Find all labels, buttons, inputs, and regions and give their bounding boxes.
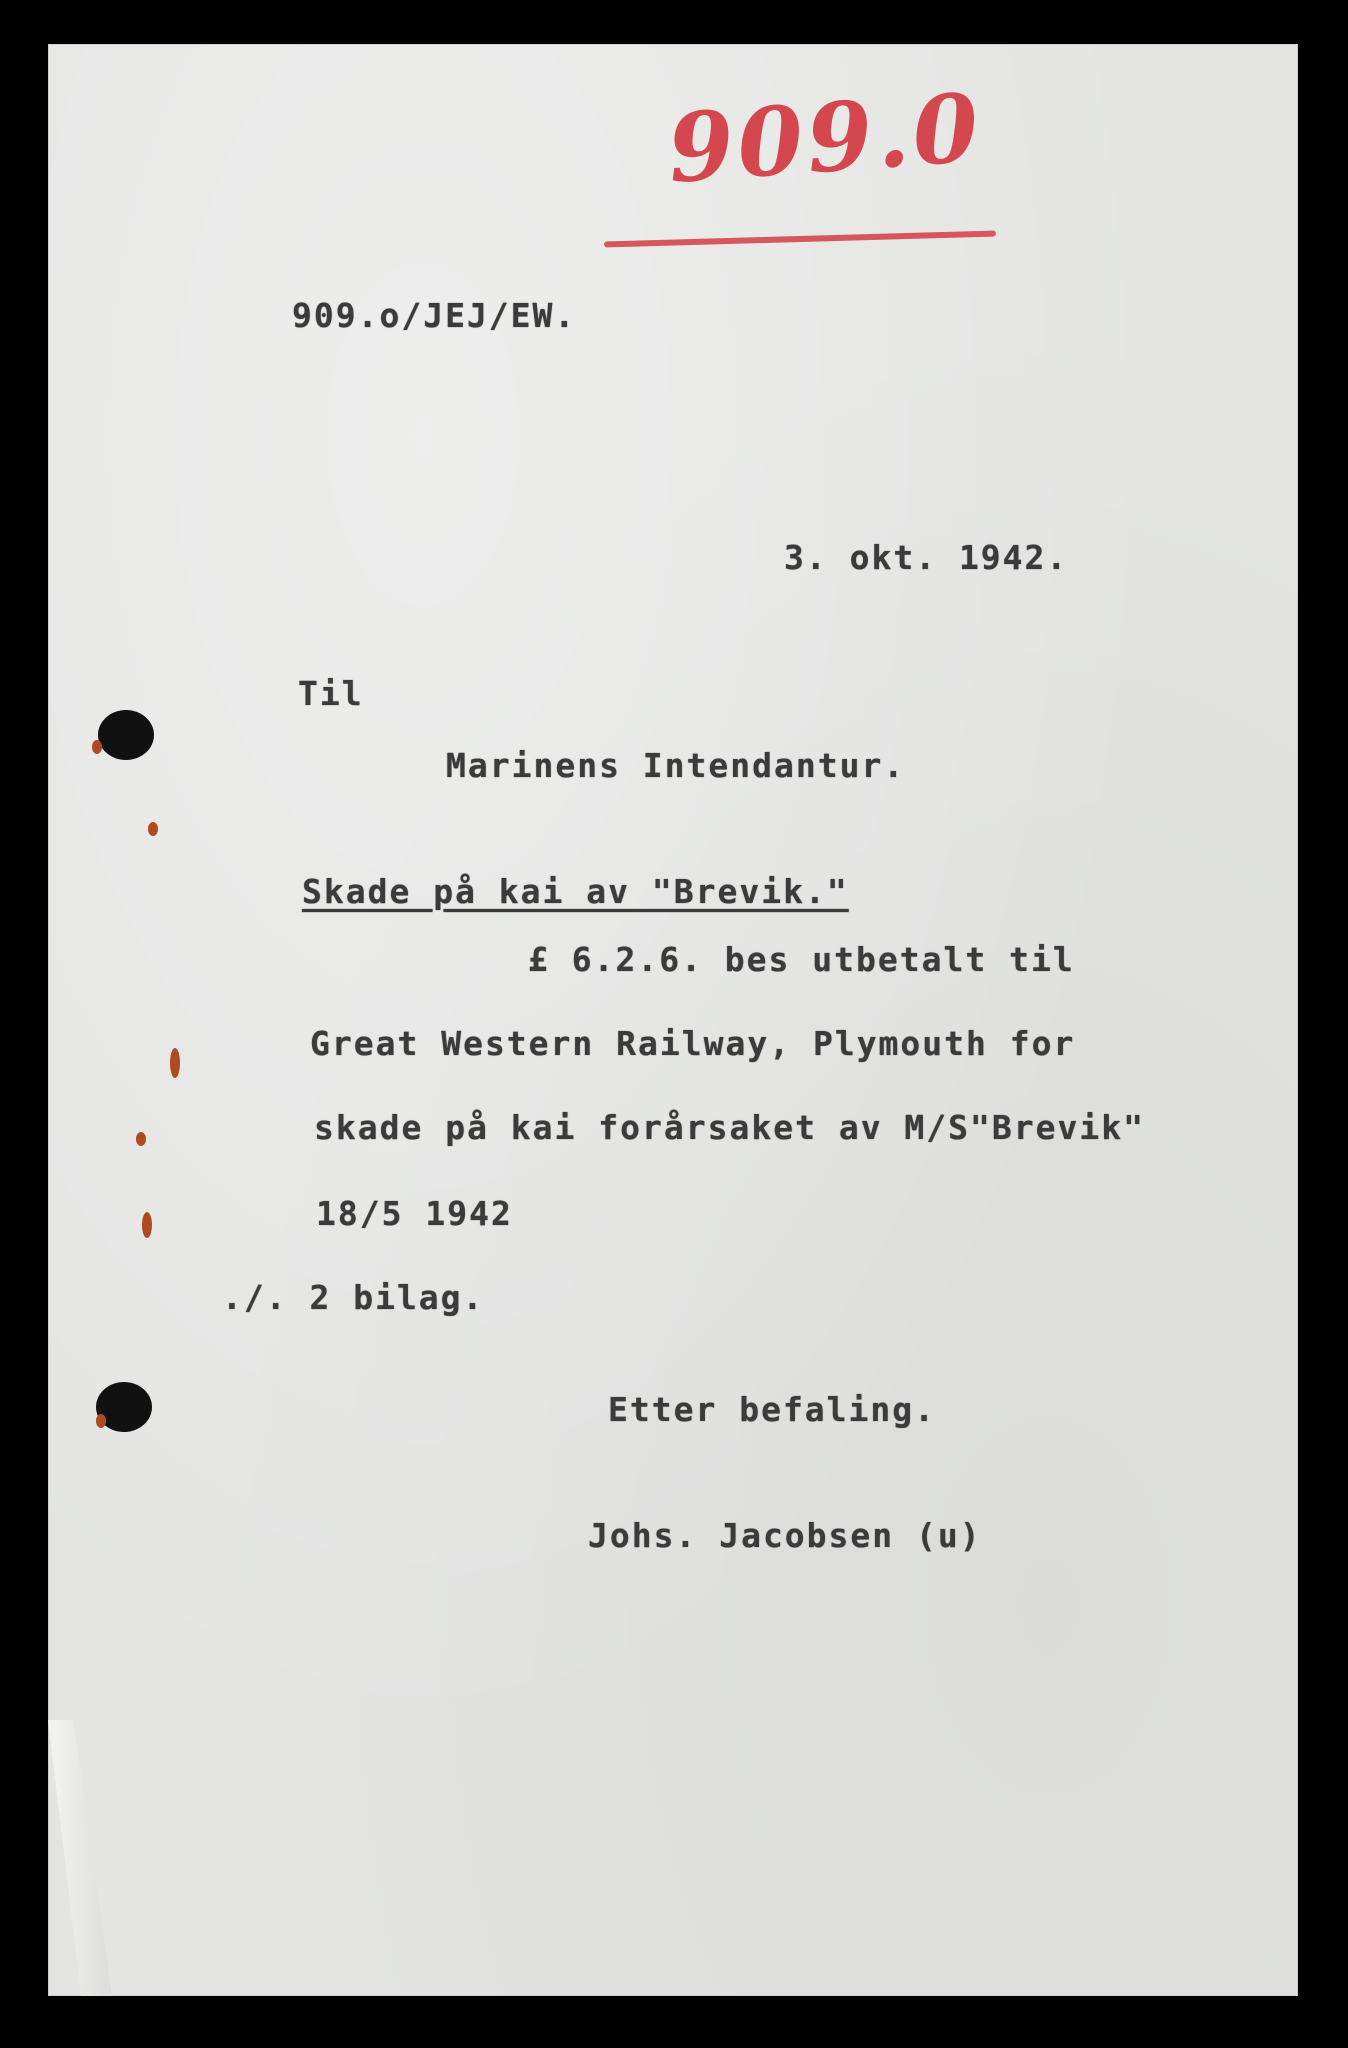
document-date: 3. okt. 1942. — [784, 538, 1069, 577]
to-label: Til — [298, 674, 364, 713]
body-line: Great Western Railway, Plymouth for — [310, 1024, 1076, 1063]
signature: Johs. Jacobsen (u) — [588, 1516, 982, 1555]
body-line: skade på kai forårsaket av M/S"Brevik" — [314, 1108, 1145, 1147]
body-line: 18/5 1942 — [316, 1194, 513, 1233]
rust-stain — [142, 1212, 152, 1238]
rust-stain — [96, 1414, 106, 1428]
body-line: £ 6.2.6. bes utbetalt til — [528, 940, 1075, 979]
rust-stain — [148, 822, 158, 836]
recipient: Marinens Intendantur. — [446, 746, 906, 785]
closing-phrase: Etter befaling. — [608, 1390, 937, 1429]
attachments-note: ./. 2 bilag. — [222, 1278, 485, 1317]
handwritten-archive-number: 909.0 — [664, 73, 986, 205]
rust-stain — [136, 1132, 146, 1146]
subject-line: Skade på kai av "Brevik." — [302, 872, 849, 911]
rust-stain — [170, 1048, 180, 1078]
punch-hole — [98, 710, 154, 760]
reference-number: 909.o/JEJ/EW. — [292, 296, 577, 335]
document-sheet — [48, 44, 1298, 1996]
rust-stain — [92, 740, 102, 754]
